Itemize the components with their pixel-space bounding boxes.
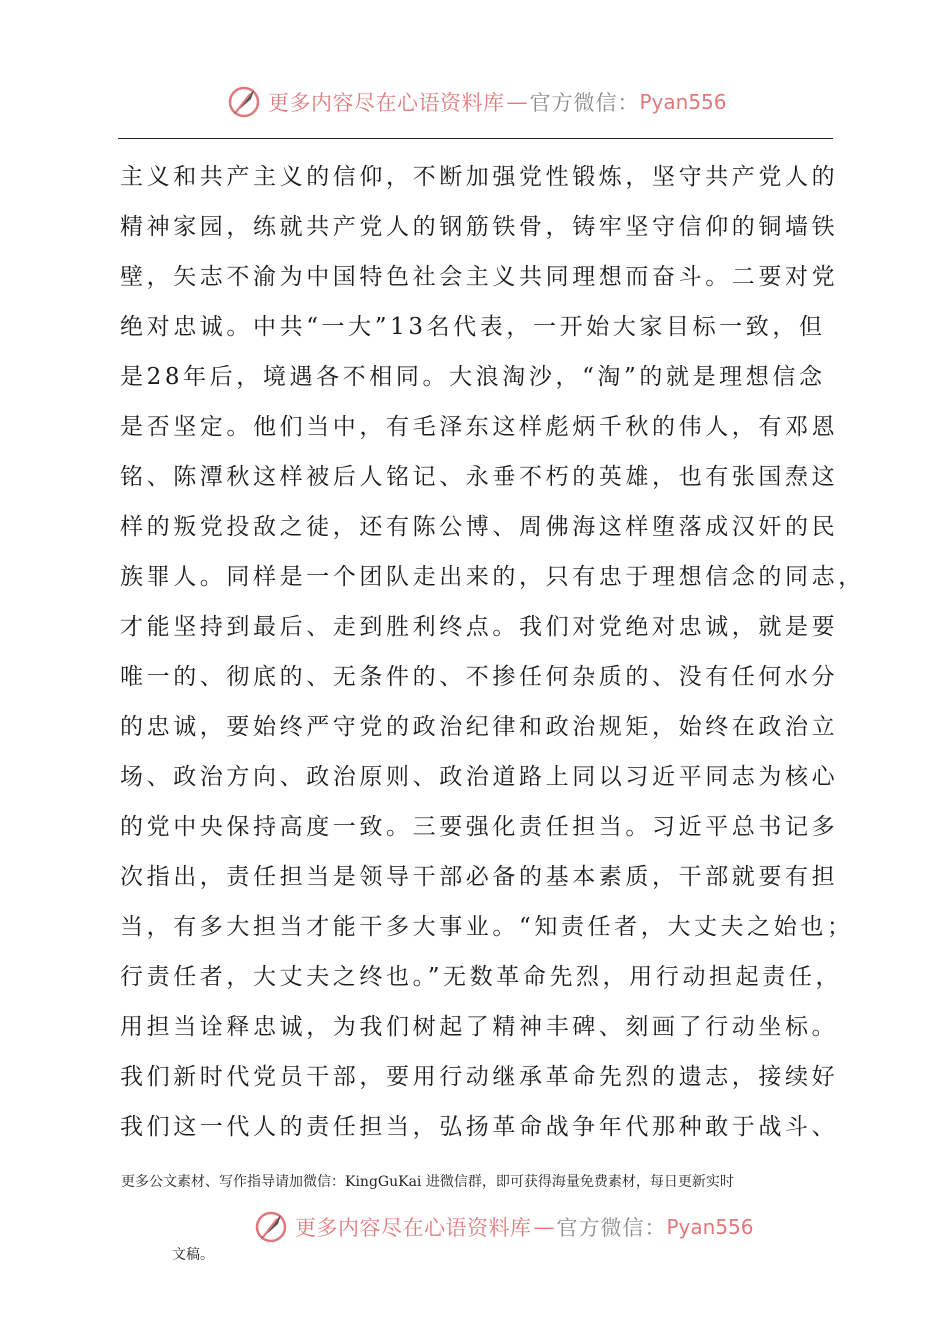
body-line: 主义和共产主义的信仰，不断加强党性锻炼，坚守共产党人的 — [120, 164, 839, 190]
watermark-brand: 更多内容尽在心语资料库 — [268, 91, 505, 115]
body-line: 铭、陈潭秋这样被后人铭记、永垂不朽的英雄，也有张国焘这 — [120, 464, 839, 490]
watermark-wechat-id: Pyan556 — [666, 1215, 754, 1239]
watermark-official: 官方微信： — [529, 91, 640, 115]
document-body — [120, 152, 865, 1152]
quill-logo-icon — [251, 1207, 291, 1247]
body-line: 是28年后，境遇各不相同。大浪淘沙，“淘”的就是理想信念 — [120, 364, 826, 390]
body-line: 次指出，责任担当是领导干部必备的基本素质，干部就要有担 — [120, 864, 839, 890]
watermark-brand: 更多内容尽在心语资料库 — [295, 1216, 532, 1240]
footer-watermark — [251, 1207, 754, 1247]
body-line: 当，有多大担当才能干多大事业。“知责任者，大丈夫之始也； — [120, 914, 854, 940]
watermark-official: 官方微信： — [556, 1216, 667, 1240]
header-watermark — [224, 82, 727, 122]
body-line: 是否坚定。他们当中，有毛泽东这样彪炳千秋的伟人，有邓恩 — [120, 414, 839, 440]
header-divider — [118, 138, 833, 139]
quill-logo-icon — [224, 82, 264, 122]
footer-note: 更多公文素材、写作指导请加微信：KingGuKai 进微信群，即可获得海量免费素材，每日更新实时 — [121, 1174, 734, 1190]
body-line: 的忠诚，要始终严守党的政治纪律和政治规矩，始终在政治立 — [120, 714, 839, 740]
footer-note-continued: 文稿。 — [172, 1247, 214, 1263]
body-line: 绝对忠诚。中共“一大”13名代表，一开始大家目标一致，但 — [120, 314, 826, 340]
body-line: 我们这一代人的责任担当，弘扬革命战争年代那种敢于战斗、 — [120, 1114, 839, 1140]
body-line: 族罪人。同样是一个团队走出来的，只有忠于理想信念的同志， — [120, 564, 865, 590]
body-line: 壁，矢志不渝为中国特色社会主义共同理想而奋斗。二要对党 — [120, 264, 839, 290]
body-line: 我们新时代党员干部，要用行动继承革命先烈的遗志，接续好 — [120, 1064, 839, 1090]
body-line: 场、政治方向、政治原则、政治道路上同以习近平同志为核心 — [120, 764, 839, 790]
body-line: 才能坚持到最后、走到胜利终点。我们对党绝对忠诚，就是要 — [120, 614, 839, 640]
watermark-dash: — — [506, 90, 528, 114]
watermark-wechat-id: Pyan556 — [639, 90, 727, 114]
body-line: 唯一的、彻底的、无条件的、不掺任何杂质的、没有任何水分 — [120, 664, 839, 690]
body-line: 用担当诠释忠诚，为我们树起了精神丰碑、刻画了行动坐标。 — [120, 1014, 839, 1040]
body-line: 精神家园，练就共产党人的钢筋铁骨，铸牢坚守信仰的铜墙铁 — [120, 214, 839, 240]
watermark-dash: — — [533, 1215, 555, 1239]
body-line: 样的叛党投敌之徒，还有陈公博、周佛海这样堕落成汉奸的民 — [120, 514, 839, 540]
body-line: 行责任者，大丈夫之终也。”无数革命先烈，用行动担起责任， — [120, 964, 843, 990]
body-line: 的党中央保持高度一致。三要强化责任担当。习近平总书记多 — [120, 814, 839, 840]
